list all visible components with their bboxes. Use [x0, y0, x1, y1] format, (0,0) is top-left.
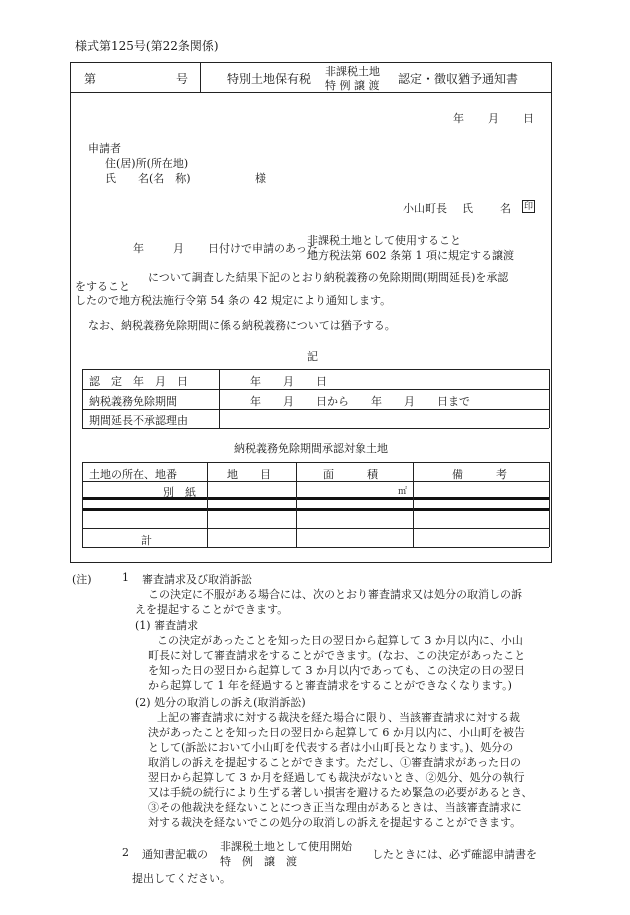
note-2-option-1: 非課税土地として使用開始 [220, 840, 352, 853]
note-2-option-2: 特 例 譲 渡 [220, 855, 297, 868]
usage-option-2: 地方税法第 602 条第 1 項に規定する譲渡 [307, 249, 514, 262]
issuer-title: 小山町長 [403, 202, 447, 215]
info-row-label: 認 定 年 月 日 [89, 375, 188, 388]
subnote-1-text: この決定があったことを知った日の翌日から起算して 3 か月以内に、小山 [157, 634, 523, 647]
seal-mark: 印 [523, 202, 533, 212]
info-row-value: 年 月 日 [250, 375, 327, 388]
issuer-name-label-2: 名 [500, 202, 511, 215]
date-year: 年 [453, 112, 464, 125]
note-1-number: 1 [122, 571, 129, 584]
doc-number-suffix: 号 [176, 72, 189, 86]
subnote-2-text: 上記の審査請求に対する裁決を経た場合に限り、当該審査請求に対する裁 [157, 711, 520, 724]
note-2-suffix: したときには、必ず確認申請書を [372, 848, 537, 861]
land-header-category: 地 目 [227, 468, 271, 481]
land-table-caption: 納税義務免除期間承認対象土地 [234, 442, 388, 455]
subnote-2-text: ③その他裁決を経ないことにつき正当な理由があるときは、当該審査請求に [148, 801, 522, 814]
subnote-2-text: 翌日から起算して 3 か月を経過しても裁決がないとき、②処分、処分の執行 [148, 771, 525, 784]
header-option-2: 特 例 譲 渡 [325, 79, 380, 92]
subnote-2-text: 決があったことを知った日の翌日から起算して 6 か月以内に、小山町を被告 [148, 726, 525, 739]
subnote-2-text: 取消しの訴えを提起することができます。ただし、①審査請求があった日の [148, 756, 522, 769]
land-total-label: 計 [141, 534, 152, 547]
note-2-number: 2 [122, 846, 129, 859]
body-sentence-3: なお、納税義務免除期間に係る納税義務については猶予する。 [88, 319, 396, 332]
subnote-2-text: 又は手続の続行により生ずる著しい損害を避けるため緊急の必要があるとき、 [148, 786, 533, 799]
application-year: 年 [133, 242, 144, 255]
subnote-1-text: 町長に対して審査請求をすることができます。(なお、この決定があったこと [148, 649, 526, 662]
subnote-1-text: を知った日の翌日から起算して 3 か月以内であっても、この決定の日の翌日 [148, 664, 525, 677]
tax-name: 特別土地保有税 [227, 72, 312, 86]
info-row-value: 年 月 日から 年 月 日まで [250, 395, 470, 408]
body-sentence-2: したので地方税法施行令第 54 条の 42 規定により通知します。 [75, 294, 392, 307]
subnote-1-title: (1) 審査請求 [135, 619, 199, 632]
form-number-label: 様式第125号(第22条関係) [75, 39, 219, 53]
date-month: 月 [488, 112, 499, 125]
header-option-1: 非課税土地 [325, 65, 380, 78]
area-unit: ㎡ [398, 487, 408, 497]
honorific: 様 [255, 172, 266, 185]
land-header-location: 土地の所在、地番 [89, 468, 177, 481]
header-divider [70, 92, 552, 93]
subnote-2-text: として(訴訟において小山町を代表する者は小山町長となります。)、処分の [148, 741, 514, 754]
application-month: 月 [173, 242, 184, 255]
note-1-text: えを提起することができます。 [135, 603, 289, 616]
notice-form-frame [70, 62, 552, 563]
option-suffix: をすること [75, 280, 130, 293]
subnote-1-text: から起算して 1 年を経過すると審査請求をすることができなくなります。) [148, 679, 512, 692]
applicant-address-label: 住(居)所(所在地) [105, 157, 189, 170]
doc-number-prefix: 第 [84, 72, 97, 86]
subnote-2-title: (2) 処分の取消しの訴え(取消訴訟) [135, 696, 306, 709]
info-row-label: 納税義務免除期間 [89, 395, 177, 408]
notes-marker: (注) [72, 573, 92, 586]
land-header-area: 面 積 [323, 468, 378, 481]
date-day: 日 [523, 112, 534, 125]
note-1-title: 審査請求及び取消訴訟 [142, 573, 252, 586]
land-row-separate-sheet: 別 紙 [163, 486, 196, 499]
applicant-heading: 申請者 [88, 142, 121, 155]
applicant-name-label: 氏 名(名 称) [105, 172, 191, 185]
application-date-text: 日付けで申請のあった [208, 242, 318, 255]
usage-option-1: 非課税土地として使用すること [307, 234, 461, 247]
ki-heading: 記 [307, 350, 318, 363]
note-2-prefix: 通知書記載の [142, 848, 208, 861]
note-2-last-line: 提出してください。 [132, 872, 231, 885]
document-title: 認定・徴収猶予通知書 [398, 72, 519, 86]
subnote-2-text: 対する裁決を経ないでこの処分の取消しの訴えを提起することができます。 [148, 816, 522, 829]
issuer-name-label: 氏 [462, 202, 473, 215]
header-col-divider [200, 62, 201, 92]
note-1-text: この決定に不服がある場合には、次のとおり審査請求又は処分の取消しの訴 [148, 588, 522, 601]
body-sentence-1: について調査した結果下記のとおり納税義務の免除期間(期間延長)を承認 [148, 271, 509, 284]
info-row-label: 期間延長不承認理由 [89, 414, 188, 427]
land-header-remarks: 備 考 [452, 468, 507, 481]
